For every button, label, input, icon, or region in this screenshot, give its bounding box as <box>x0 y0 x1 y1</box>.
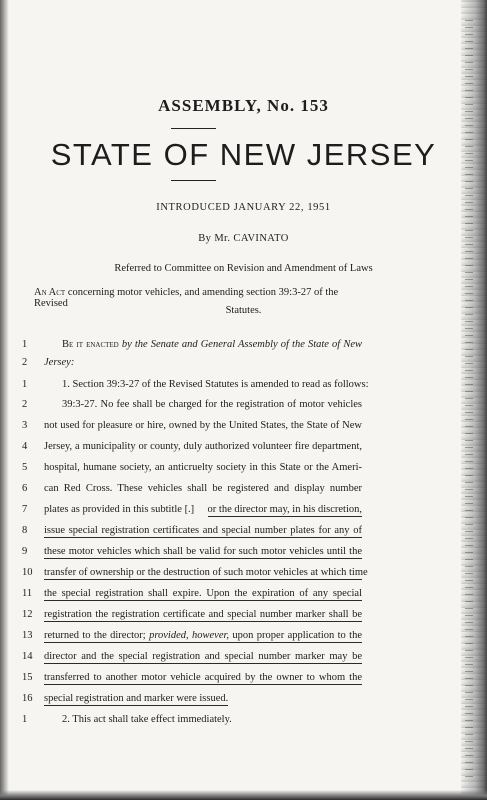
sponsor-line: By Mr. CAVINATO <box>198 233 289 244</box>
enacting-clause: by the Senate and General Assembly of the State of New <box>118 339 362 350</box>
state-heading: STATE OF NEW JERSEY <box>50 137 437 172</box>
inserted-text: transfer of ownership or the destruction of such motor vehicles at which time <box>44 567 368 578</box>
introduced-date: INTRODUCED JANUARY 22, 1951 <box>156 202 331 213</box>
body-line-7 <box>0 504 487 522</box>
enacting-line-1 <box>0 339 487 357</box>
plain-text: returned to the director; <box>44 630 150 641</box>
line-text: Jersey: <box>44 357 75 368</box>
act-prefix: An Act <box>34 287 66 298</box>
line-text <box>62 339 362 350</box>
line-number: 14 <box>22 651 33 662</box>
line-number: 10 <box>22 567 33 578</box>
body-line-2 <box>0 399 487 417</box>
inserted-text: transferred to another motor vehicle acquired by the owner to whom the <box>44 672 362 683</box>
line-text <box>44 504 362 517</box>
body-line-3 <box>0 420 487 438</box>
line-number: 2 <box>22 399 28 410</box>
line-text: 2. This act shall take effect immediately. <box>62 714 232 725</box>
plain-text: upon proper application to the <box>229 630 362 641</box>
line-number: 16 <box>22 693 33 704</box>
body-line-13 <box>0 630 487 648</box>
scan-edge-bottom <box>0 790 487 800</box>
section-2-line-1 <box>0 714 487 732</box>
body-line-6 <box>0 483 487 501</box>
body-line-15 <box>0 672 487 690</box>
line-number: 3 <box>22 420 28 431</box>
act-title-text: concerning motor vehicles, and amending section 39:3-27 of the Revised <box>34 287 339 309</box>
inserted-text: special registration and marker were issued. <box>44 693 229 704</box>
divider-rule <box>171 128 216 129</box>
body-line-14 <box>0 651 487 669</box>
body-line-4 <box>0 441 487 459</box>
body-line-9 <box>0 546 487 564</box>
line-number: 4 <box>22 441 28 452</box>
line-number: 7 <box>22 504 28 515</box>
inserted-text: or the director may, in his discretion, <box>207 504 362 515</box>
inserted-text: issue special registration certificates and special number plates for any of <box>44 525 362 536</box>
body-line-11 <box>0 588 487 606</box>
line-number: 9 <box>22 546 28 557</box>
line-text: 39:3-27. No fee shall be charged for the registration of motor vehicles <box>62 399 362 410</box>
inserted-text: the special registration shall expire. Upon the expiration of any special <box>44 588 362 599</box>
line-text: can Red Cross. These vehicles shall be registered and display number <box>44 483 362 494</box>
divider-rule <box>171 180 216 181</box>
line-number: 2 <box>22 357 28 368</box>
inserted-text: director and the special registration and special number marker may be <box>44 651 362 662</box>
line-number: 6 <box>22 483 28 494</box>
inserted-text: these motor vehicles which shall be valid for such motor vehicles until the <box>44 546 362 557</box>
line-text: Jersey, a municipality or county, duly authorized volunteer fire department, <box>44 441 362 452</box>
line-number: 11 <box>22 588 33 599</box>
proviso-text: provided, however, <box>149 630 230 641</box>
line-number: 5 <box>22 462 28 473</box>
line-number: 13 <box>22 630 33 641</box>
enacting-lead: Be it enacted <box>62 339 119 350</box>
line-text <box>44 693 362 704</box>
bill-number: ASSEMBLY, No. 153 <box>158 96 329 115</box>
line-number: 1 <box>22 379 28 390</box>
inserted-text: registration the registration certificate and special number marker shall be <box>44 609 362 620</box>
line-number: 1 <box>22 339 28 350</box>
body-line-10 <box>0 567 487 585</box>
body-line-12 <box>0 609 487 627</box>
act-title-line-2: Statutes. <box>225 305 262 316</box>
line-number: 1 <box>22 714 28 725</box>
plain-text: plates as provided in this subtitle [.] <box>44 504 195 515</box>
line-text: 1. Section 39:3-27 of the Revised Statutes is amended to read as follows: <box>62 379 369 390</box>
line-text: not used for pleasure or hire, owned by the United States, the State of New <box>44 420 362 431</box>
line-number: 8 <box>22 525 28 536</box>
enacting-line-2 <box>0 357 487 375</box>
line-number: 12 <box>22 609 33 620</box>
body-line-16 <box>0 693 487 711</box>
section-1-line-1 <box>0 379 487 397</box>
inserted-text <box>44 630 362 643</box>
body-line-8 <box>0 525 487 543</box>
line-text: hospital, humane society, an anticruelty society in this State or the Ameri- <box>44 462 362 473</box>
referral-line: Referred to Committee on Revision and Amendment of Laws <box>114 263 373 274</box>
line-number: 15 <box>22 672 33 683</box>
body-line-5 <box>0 462 487 480</box>
